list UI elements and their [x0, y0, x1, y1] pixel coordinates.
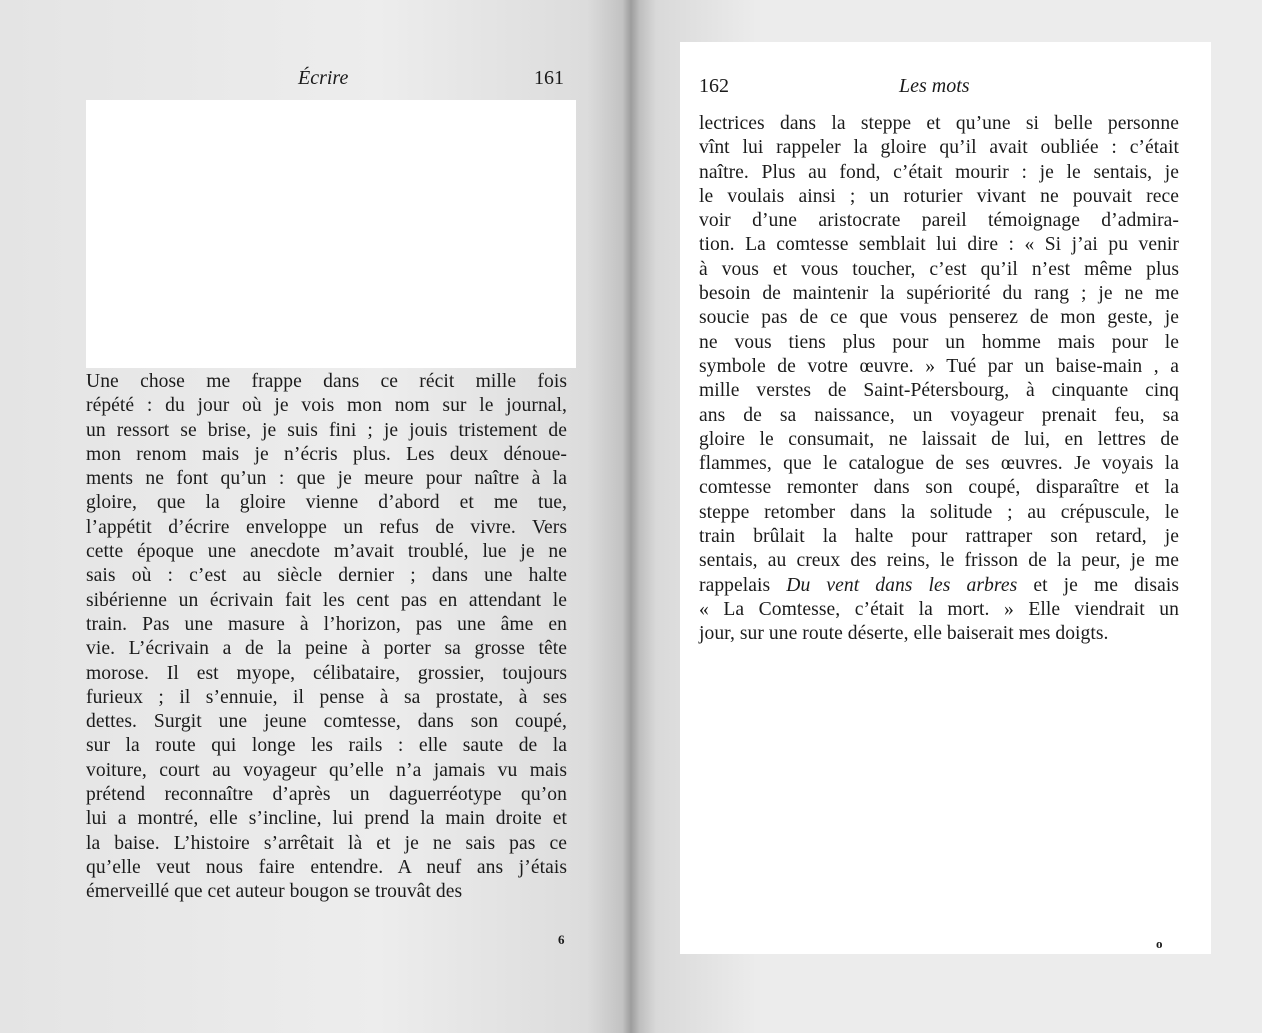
text-line: cette époque une anecdote m’avait troublé, lue je ne	[86, 541, 567, 563]
text-line: sentais, au creux des reins, le frisson de la peur, je me	[699, 550, 1179, 572]
text-line: sais où : c’est au siècle dernier ; dans une halte	[86, 565, 567, 587]
text-line: furieux ; il s’ennuie, il pense à sa prostate, à ses	[86, 686, 567, 708]
right-running-title: Les mots	[899, 75, 970, 97]
left-signature-mark: 6	[558, 932, 565, 947]
text-line: un ressort se brise, je suis fini ; je jouis tristement de	[86, 419, 567, 441]
text-line: vînt lui rappeler la gloire qu’il avait oubliée : c’était	[699, 137, 1179, 159]
text-line: prétend reconnaître d’après un daguerréotype qu’on	[86, 784, 567, 806]
right-page-number: 162	[699, 75, 729, 97]
text-line: besoin de maintenir la supériorité du rang ; je ne me	[699, 283, 1179, 305]
text-line: soucie pas de ce que vous penserez de mon geste, je	[699, 307, 1179, 329]
right-body-text	[699, 112, 1179, 647]
text-line: mon renom mais je n’écris plus. Les deux dénoue-	[86, 443, 567, 465]
text-line: gloire, que la gloire vienne d’abord et me tue,	[86, 492, 567, 514]
text-line: train. Pas une masure à l’horizon, pas une âme en	[86, 613, 567, 635]
text-line: steppe retomber dans la solitude ; au crépuscule, le	[699, 501, 1179, 523]
text-line: morose. Il est myope, célibataire, grossier, toujours	[86, 662, 567, 684]
text-line: vie. L’écrivain a de la peine à porter sa grosse tête	[86, 638, 567, 660]
text-line: gloire le consumait, ne laissait de lui, en lettres de	[699, 428, 1179, 450]
text-line: ne vous tiens plus pour un homme mais pour le	[699, 331, 1179, 353]
text-line: ans de sa naissance, un voyageur prenait feu, sa	[699, 404, 1179, 426]
text-line: la baise. L’histoire s’arrêtait là et je ne sais pas ce	[86, 832, 567, 854]
text-line: train brûlait la halte pour rattraper son retard, je	[699, 526, 1179, 548]
text-line: qu’elle veut nous faire entendre. A neuf ans j’étais	[86, 856, 567, 878]
text-line: voiture, court au voyageur qu’elle n’a jamais vu mais	[86, 759, 567, 781]
text-line: tion. La comtesse semblait lui dire : « Si j’ai pu venir	[699, 234, 1179, 256]
text-line: « La Comtesse, c’était la mort. » Elle viendrait un	[699, 598, 1179, 620]
text-line: symbole de votre œuvre. » Tué par un baise-main , a	[699, 355, 1179, 377]
text-line: le voulais ainsi ; un roturier vivant ne pouvait rece	[699, 185, 1179, 207]
book-gutter	[622, 0, 640, 1033]
text-line: répété : du jour où je vois mon nom sur le journal,	[86, 395, 567, 417]
text-line: comtesse remonter dans son coupé, disparaître et la	[699, 477, 1179, 499]
text-line: lectrices dans la steppe et qu’une si belle personne	[699, 113, 1179, 134]
text-line: jour, sur une route déserte, elle baiserait mes doigts.	[699, 623, 1109, 645]
text-line: sur la route qui longe les rails : elle saute de la	[86, 735, 567, 757]
text-line: voir d’une aristocrate pareil témoignage d’admira-	[699, 210, 1179, 232]
text-line: sibérienne un écrivain fait les cent pas en attendant le	[86, 589, 567, 611]
text-line: Une chose me frappe dans ce récit mille fois	[86, 371, 567, 392]
text-line: dettes. Surgit une jeune comtesse, dans son coupé,	[86, 711, 567, 733]
text-line: flammes, que le catalogue de ses œuvres. Je voyais la	[699, 453, 1179, 475]
text-line: lui a montré, elle s’incline, lui prend la main droite et	[86, 808, 567, 830]
left-body-text	[86, 370, 567, 905]
left-running-title: Écrire	[298, 67, 349, 89]
left-page-number: 161	[534, 67, 564, 89]
text-line: émerveillé que cet auteur bougon se trouvât des	[86, 881, 463, 903]
redacted-area	[86, 100, 576, 368]
italic-title: Du vent dans les arbres	[786, 574, 1018, 596]
right-signature-mark: o	[1156, 936, 1163, 951]
text-line: mille verstes de Saint-Pétersbourg, à cinquante cinq	[699, 380, 1179, 402]
text-line: à vous et vous toucher, c’est qu’il n’est même plus	[699, 258, 1179, 280]
text-line: ments ne font qu’un : que je meure pour naître à la	[86, 468, 567, 490]
text-line: l’appétit d’écrire enveloppe un refus de vivre. Vers	[86, 516, 567, 538]
text-line: naître. Plus au fond, c’était mourir : je le sentais, je	[699, 161, 1179, 183]
text-line: rappelais Du vent dans les arbres et je me disais	[699, 574, 1180, 596]
